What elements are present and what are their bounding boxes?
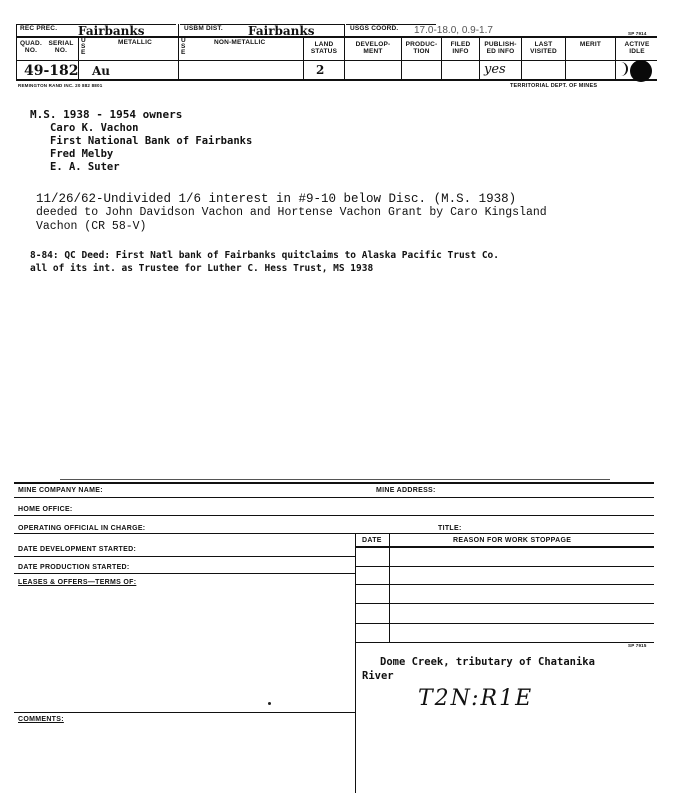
entry-1-line-2: deeded to John Davidson Vachon and Hortense Vachon Grant by Caro Kingsland <box>36 206 547 219</box>
location-line-2: River <box>362 670 394 682</box>
dept-line: TERRITORIAL DEPT. OF MINES <box>510 83 598 89</box>
filed-info-label: FILED INFO <box>450 41 471 55</box>
owner-name: E. A. Suter <box>50 161 120 173</box>
leases-label: LEASES & OFFERS—TERMS OF: <box>18 579 137 586</box>
last-visited-label: LAST VISITED <box>530 41 557 55</box>
quad-label: QUAD. NO. <box>20 40 42 54</box>
production-label: PRODUC- TION <box>405 41 438 55</box>
title-label: TITLE: <box>438 525 462 532</box>
land-status-value: 2 <box>316 63 325 77</box>
printer-line: REMINGTON RAND INC. 20 882 8801 <box>18 83 103 88</box>
usbm-dist-value: Fairbanks <box>248 24 315 38</box>
use-label-metallic: U S E <box>81 37 86 56</box>
usgs-coord-label: USGS COORD. <box>350 25 399 32</box>
active-bracket-mark <box>617 62 628 76</box>
develop-label: DEVELOP- MENT <box>355 41 391 55</box>
entry-2-line-2: all of its int. as Trustee for Luther C. Hess Trust, MS 1938 <box>30 263 374 274</box>
date-development-label: DATE DEVELOPMENT STARTED: <box>18 546 137 553</box>
non-metallic-label: NON-METALLIC <box>214 39 266 46</box>
metallic-value: Au <box>92 64 111 78</box>
land-status-label: LAND STATUS <box>310 41 338 55</box>
date-production-label: DATE PRODUCTION STARTED: <box>18 564 130 571</box>
comments-label: COMMENTS: <box>18 716 64 723</box>
reason-column-header: REASON FOR WORK STOPPAGE <box>453 537 572 544</box>
usgs-coord-value: 17.0-18.0, 0.9-1.7 <box>414 25 493 36</box>
metallic-label: METALLIC <box>118 39 152 46</box>
owner-name: Caro K. Vachon <box>50 122 139 134</box>
rec-prec-label: REC PREC. <box>20 25 58 32</box>
location-line-1: Dome Creek, tributary of Chatanika <box>380 656 595 668</box>
form-number-top: SP 7914 <box>628 31 647 36</box>
merit-label: MERIT <box>579 41 602 48</box>
idle-dot-icon <box>630 60 652 82</box>
owners-heading: M.S. 1938 - 1954 owners <box>30 108 183 121</box>
usbm-dist-label: USBM DIST. <box>184 25 223 32</box>
rec-prec-value: Fairbanks <box>78 24 145 38</box>
owner-name: Fred Melby <box>50 148 114 160</box>
owner-name: First National Bank of Fairbanks <box>50 135 253 147</box>
speck <box>268 702 271 705</box>
form-number-bottom: SP 7915 <box>628 643 647 648</box>
entry-1-line-3: Vachon (CR 58-V) <box>36 220 147 233</box>
published-value: yes <box>484 62 506 77</box>
serial-label: SERIAL NO. <box>48 40 74 54</box>
township-range-handwritten: T2N:R1E <box>418 686 534 711</box>
operating-official-label: OPERATING OFFICIAL IN CHARGE: <box>18 525 146 532</box>
use-label-nonmetallic: U S E <box>181 37 186 56</box>
mine-address-label: MINE ADDRESS: <box>376 487 436 494</box>
mine-company-name-label: MINE COMPANY NAME: <box>18 487 103 494</box>
quad-serial-value: 49-182 <box>24 63 79 79</box>
published-info-label: PUBLISH- ED INFO <box>484 41 517 55</box>
entry-1-line-1: 11/26/62-Undivided 1/6 interest in #9-10 below Disc. (M.S. 1938) <box>36 192 517 206</box>
entry-2-line-1: 8-84: QC Deed: First Natl bank of Fairbanks quitclaims to Alaska Pacific Trust Co. <box>30 250 499 261</box>
date-column-header: DATE <box>362 537 382 544</box>
active-idle-label: ACTIVE IDLE <box>624 41 650 55</box>
home-office-label: HOME OFFICE: <box>18 506 73 513</box>
